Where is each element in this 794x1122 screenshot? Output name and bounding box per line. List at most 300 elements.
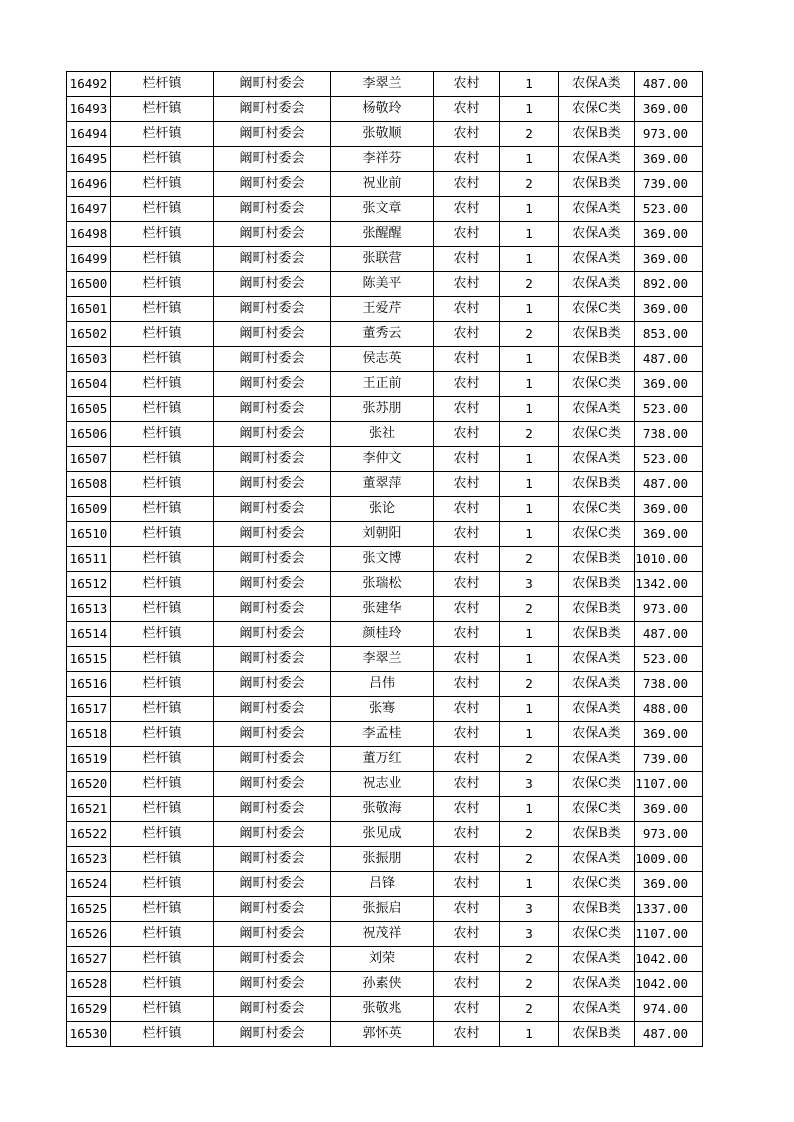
- insurance-category-cell: 农保B类: [559, 1022, 635, 1047]
- town-cell: 栏杆镇: [111, 222, 214, 247]
- row-id-cell: 16506: [67, 422, 111, 447]
- area-type-cell: 农村: [434, 647, 500, 672]
- town-cell: 栏杆镇: [111, 622, 214, 647]
- town-cell: 栏杆镇: [111, 797, 214, 822]
- town-cell: 栏杆镇: [111, 72, 214, 97]
- household-size-cell: 2: [500, 422, 559, 447]
- area-type-cell: 农村: [434, 347, 500, 372]
- table-row: [67, 572, 703, 597]
- town-cell: 栏杆镇: [111, 822, 214, 847]
- row-id-cell: 16509: [67, 497, 111, 522]
- table-row: [67, 422, 703, 447]
- insurance-category-cell: 农保A类: [559, 847, 635, 872]
- area-type-cell: 农村: [434, 547, 500, 572]
- table-row: [67, 672, 703, 697]
- insurance-category-cell: 农保A类: [559, 272, 635, 297]
- household-size-cell: 2: [500, 997, 559, 1022]
- village-committee-cell: 阚町村委会: [214, 797, 331, 822]
- table-row: [67, 497, 703, 522]
- name-cell: 张瑞松: [331, 572, 434, 597]
- row-id-cell: 16497: [67, 197, 111, 222]
- insurance-category-cell: 农保A类: [559, 647, 635, 672]
- town-cell: 栏杆镇: [111, 772, 214, 797]
- row-id-cell: 16503: [67, 347, 111, 372]
- area-type-cell: 农村: [434, 922, 500, 947]
- table-row: [67, 872, 703, 897]
- village-committee-cell: 阚町村委会: [214, 322, 331, 347]
- town-cell: 栏杆镇: [111, 472, 214, 497]
- table-row: [67, 372, 703, 397]
- household-size-cell: 2: [500, 947, 559, 972]
- household-size-cell: 2: [500, 672, 559, 697]
- row-id-cell: 16495: [67, 147, 111, 172]
- household-size-cell: 1: [500, 697, 559, 722]
- row-id-cell: 16492: [67, 72, 111, 97]
- household-size-cell: 2: [500, 547, 559, 572]
- name-cell: 张骞: [331, 697, 434, 722]
- village-committee-cell: 阚町村委会: [214, 147, 331, 172]
- name-cell: 祝茂祥: [331, 922, 434, 947]
- area-type-cell: 农村: [434, 772, 500, 797]
- name-cell: 吕锋: [331, 872, 434, 897]
- amount-cell: 1342.00: [635, 572, 703, 597]
- village-committee-cell: 阚町村委会: [214, 747, 331, 772]
- name-cell: 董翠萍: [331, 472, 434, 497]
- table-row: [67, 897, 703, 922]
- name-cell: 王爱芹: [331, 297, 434, 322]
- insurance-category-cell: 农保A类: [559, 722, 635, 747]
- row-id-cell: 16530: [67, 1022, 111, 1047]
- town-cell: 栏杆镇: [111, 422, 214, 447]
- insurance-category-cell: 农保A类: [559, 447, 635, 472]
- village-committee-cell: 阚町村委会: [214, 772, 331, 797]
- name-cell: 孙素侠: [331, 972, 434, 997]
- area-type-cell: 农村: [434, 247, 500, 272]
- name-cell: 刘荣: [331, 947, 434, 972]
- insurance-category-cell: 农保A类: [559, 222, 635, 247]
- insurance-category-cell: 农保C类: [559, 922, 635, 947]
- name-cell: 张苏朋: [331, 397, 434, 422]
- name-cell: 王正前: [331, 372, 434, 397]
- table-row: [67, 622, 703, 647]
- town-cell: 栏杆镇: [111, 397, 214, 422]
- amount-cell: 487.00: [635, 622, 703, 647]
- area-type-cell: 农村: [434, 447, 500, 472]
- village-committee-cell: 阚町村委会: [214, 197, 331, 222]
- town-cell: 栏杆镇: [111, 647, 214, 672]
- household-size-cell: 1: [500, 372, 559, 397]
- name-cell: 张振启: [331, 897, 434, 922]
- household-size-cell: 1: [500, 447, 559, 472]
- insurance-category-cell: 农保C类: [559, 297, 635, 322]
- household-size-cell: 2: [500, 122, 559, 147]
- amount-cell: 853.00: [635, 322, 703, 347]
- name-cell: 李祥芬: [331, 147, 434, 172]
- amount-cell: 973.00: [635, 822, 703, 847]
- amount-cell: 369.00: [635, 872, 703, 897]
- name-cell: 张社: [331, 422, 434, 447]
- table-row: [67, 722, 703, 747]
- amount-cell: 523.00: [635, 447, 703, 472]
- table-row: [67, 172, 703, 197]
- area-type-cell: 农村: [434, 622, 500, 647]
- town-cell: 栏杆镇: [111, 97, 214, 122]
- area-type-cell: 农村: [434, 597, 500, 622]
- village-committee-cell: 阚町村委会: [214, 997, 331, 1022]
- insurance-category-cell: 农保C类: [559, 772, 635, 797]
- area-type-cell: 农村: [434, 1022, 500, 1047]
- insurance-category-cell: 农保B类: [559, 472, 635, 497]
- household-size-cell: 1: [500, 497, 559, 522]
- area-type-cell: 农村: [434, 672, 500, 697]
- name-cell: 郭怀英: [331, 1022, 434, 1047]
- village-committee-cell: 阚町村委会: [214, 222, 331, 247]
- row-id-cell: 16523: [67, 847, 111, 872]
- village-committee-cell: 阚町村委会: [214, 272, 331, 297]
- village-committee-cell: 阚町村委会: [214, 97, 331, 122]
- household-size-cell: 1: [500, 522, 559, 547]
- row-id-cell: 16498: [67, 222, 111, 247]
- row-id-cell: 16519: [67, 747, 111, 772]
- insurance-category-cell: 农保A类: [559, 397, 635, 422]
- table-row: [67, 647, 703, 672]
- insurance-category-cell: 农保A类: [559, 672, 635, 697]
- area-type-cell: 农村: [434, 822, 500, 847]
- insurance-category-cell: 农保A类: [559, 247, 635, 272]
- table-row: [67, 297, 703, 322]
- insurance-category-cell: 农保B类: [559, 622, 635, 647]
- town-cell: 栏杆镇: [111, 122, 214, 147]
- insurance-category-cell: 农保A类: [559, 997, 635, 1022]
- household-size-cell: 1: [500, 622, 559, 647]
- row-id-cell: 16502: [67, 322, 111, 347]
- table-row: [67, 322, 703, 347]
- amount-cell: 1010.00: [635, 547, 703, 572]
- amount-cell: 369.00: [635, 522, 703, 547]
- village-committee-cell: 阚町村委会: [214, 397, 331, 422]
- row-id-cell: 16508: [67, 472, 111, 497]
- insurance-category-cell: 农保A类: [559, 147, 635, 172]
- amount-cell: 369.00: [635, 222, 703, 247]
- town-cell: 栏杆镇: [111, 597, 214, 622]
- village-committee-cell: 阚町村委会: [214, 447, 331, 472]
- row-id-cell: 16528: [67, 972, 111, 997]
- household-size-cell: 1: [500, 397, 559, 422]
- amount-cell: 739.00: [635, 172, 703, 197]
- table-row: [67, 347, 703, 372]
- name-cell: 杨敬玲: [331, 97, 434, 122]
- name-cell: 董秀云: [331, 322, 434, 347]
- table-row: [67, 772, 703, 797]
- name-cell: 张建华: [331, 597, 434, 622]
- village-committee-cell: 阚町村委会: [214, 572, 331, 597]
- name-cell: 李翠兰: [331, 647, 434, 672]
- amount-cell: 369.00: [635, 797, 703, 822]
- name-cell: 颜桂玲: [331, 622, 434, 647]
- document-sheet: [66, 71, 703, 1047]
- household-size-cell: 2: [500, 847, 559, 872]
- amount-cell: 523.00: [635, 197, 703, 222]
- row-id-cell: 16501: [67, 297, 111, 322]
- amount-cell: 487.00: [635, 72, 703, 97]
- row-id-cell: 16522: [67, 822, 111, 847]
- row-id-cell: 16513: [67, 597, 111, 622]
- row-id-cell: 16512: [67, 572, 111, 597]
- amount-cell: 739.00: [635, 747, 703, 772]
- name-cell: 张文博: [331, 547, 434, 572]
- row-id-cell: 16496: [67, 172, 111, 197]
- village-committee-cell: 阚町村委会: [214, 897, 331, 922]
- area-type-cell: 农村: [434, 272, 500, 297]
- household-size-cell: 2: [500, 172, 559, 197]
- town-cell: 栏杆镇: [111, 247, 214, 272]
- insurance-category-cell: 农保B类: [559, 347, 635, 372]
- row-id-cell: 16493: [67, 97, 111, 122]
- row-id-cell: 16529: [67, 997, 111, 1022]
- area-type-cell: 农村: [434, 947, 500, 972]
- amount-cell: 369.00: [635, 247, 703, 272]
- amount-cell: 1042.00: [635, 972, 703, 997]
- village-committee-cell: 阚町村委会: [214, 172, 331, 197]
- name-cell: 张见成: [331, 822, 434, 847]
- village-committee-cell: 阚町村委会: [214, 922, 331, 947]
- table-row: [67, 447, 703, 472]
- village-committee-cell: 阚町村委会: [214, 847, 331, 872]
- name-cell: 祝业前: [331, 172, 434, 197]
- area-type-cell: 农村: [434, 372, 500, 397]
- town-cell: 栏杆镇: [111, 447, 214, 472]
- name-cell: 祝志业: [331, 772, 434, 797]
- village-committee-cell: 阚町村委会: [214, 1022, 331, 1047]
- village-committee-cell: 阚町村委会: [214, 547, 331, 572]
- village-committee-cell: 阚町村委会: [214, 297, 331, 322]
- name-cell: 张论: [331, 497, 434, 522]
- area-type-cell: 农村: [434, 997, 500, 1022]
- name-cell: 侯志英: [331, 347, 434, 372]
- village-committee-cell: 阚町村委会: [214, 497, 331, 522]
- row-id-cell: 16515: [67, 647, 111, 672]
- household-size-cell: 3: [500, 922, 559, 947]
- village-committee-cell: 阚町村委会: [214, 372, 331, 397]
- table-row: [67, 922, 703, 947]
- amount-cell: 487.00: [635, 347, 703, 372]
- table-row: [67, 122, 703, 147]
- town-cell: 栏杆镇: [111, 872, 214, 897]
- amount-cell: 1107.00: [635, 772, 703, 797]
- table-row: [67, 947, 703, 972]
- town-cell: 栏杆镇: [111, 497, 214, 522]
- table-row: [67, 522, 703, 547]
- town-cell: 栏杆镇: [111, 747, 214, 772]
- household-size-cell: 1: [500, 797, 559, 822]
- town-cell: 栏杆镇: [111, 322, 214, 347]
- insurance-category-cell: 农保B类: [559, 122, 635, 147]
- insurance-category-cell: 农保C类: [559, 97, 635, 122]
- household-size-cell: 1: [500, 872, 559, 897]
- household-size-cell: 1: [500, 247, 559, 272]
- town-cell: 栏杆镇: [111, 847, 214, 872]
- amount-cell: 487.00: [635, 1022, 703, 1047]
- household-size-cell: 1: [500, 1022, 559, 1047]
- row-id-cell: 16504: [67, 372, 111, 397]
- village-committee-cell: 阚町村委会: [214, 622, 331, 647]
- town-cell: 栏杆镇: [111, 897, 214, 922]
- table-row: [67, 247, 703, 272]
- row-id-cell: 16516: [67, 672, 111, 697]
- table-row: [67, 72, 703, 97]
- area-type-cell: 农村: [434, 322, 500, 347]
- area-type-cell: 农村: [434, 97, 500, 122]
- household-size-cell: 2: [500, 747, 559, 772]
- amount-cell: 738.00: [635, 672, 703, 697]
- area-type-cell: 农村: [434, 197, 500, 222]
- name-cell: 李仲文: [331, 447, 434, 472]
- insurance-category-cell: 农保C类: [559, 872, 635, 897]
- insurance-category-cell: 农保C类: [559, 797, 635, 822]
- insurance-category-cell: 农保B类: [559, 597, 635, 622]
- town-cell: 栏杆镇: [111, 997, 214, 1022]
- town-cell: 栏杆镇: [111, 922, 214, 947]
- amount-cell: 974.00: [635, 997, 703, 1022]
- table-row: [67, 597, 703, 622]
- area-type-cell: 农村: [434, 72, 500, 97]
- town-cell: 栏杆镇: [111, 972, 214, 997]
- table-row: [67, 222, 703, 247]
- town-cell: 栏杆镇: [111, 172, 214, 197]
- name-cell: 张振朋: [331, 847, 434, 872]
- row-id-cell: 16510: [67, 522, 111, 547]
- row-id-cell: 16527: [67, 947, 111, 972]
- table-row: [67, 472, 703, 497]
- area-type-cell: 农村: [434, 747, 500, 772]
- household-size-cell: 2: [500, 322, 559, 347]
- row-id-cell: 16499: [67, 247, 111, 272]
- village-committee-cell: 阚町村委会: [214, 697, 331, 722]
- area-type-cell: 农村: [434, 472, 500, 497]
- insurance-category-cell: 农保B类: [559, 572, 635, 597]
- row-id-cell: 16514: [67, 622, 111, 647]
- row-id-cell: 16511: [67, 547, 111, 572]
- row-id-cell: 16494: [67, 122, 111, 147]
- village-committee-cell: 阚町村委会: [214, 822, 331, 847]
- village-committee-cell: 阚町村委会: [214, 672, 331, 697]
- area-type-cell: 农村: [434, 297, 500, 322]
- name-cell: 李翠兰: [331, 72, 434, 97]
- village-committee-cell: 阚町村委会: [214, 722, 331, 747]
- amount-cell: 369.00: [635, 497, 703, 522]
- household-size-cell: 1: [500, 472, 559, 497]
- household-size-cell: 1: [500, 347, 559, 372]
- table-row: [67, 847, 703, 872]
- table-row: [67, 972, 703, 997]
- area-type-cell: 农村: [434, 722, 500, 747]
- name-cell: 张敬海: [331, 797, 434, 822]
- row-id-cell: 16521: [67, 797, 111, 822]
- household-size-cell: 3: [500, 772, 559, 797]
- area-type-cell: 农村: [434, 422, 500, 447]
- row-id-cell: 16505: [67, 397, 111, 422]
- town-cell: 栏杆镇: [111, 947, 214, 972]
- insurance-category-cell: 农保A类: [559, 972, 635, 997]
- household-size-cell: 1: [500, 722, 559, 747]
- amount-cell: 369.00: [635, 97, 703, 122]
- table-row: [67, 997, 703, 1022]
- village-committee-cell: 阚町村委会: [214, 247, 331, 272]
- town-cell: 栏杆镇: [111, 297, 214, 322]
- amount-cell: 1337.00: [635, 897, 703, 922]
- area-type-cell: 农村: [434, 172, 500, 197]
- insurance-category-cell: 农保B类: [559, 322, 635, 347]
- table-row: [67, 1022, 703, 1047]
- insurance-category-cell: 农保B类: [559, 822, 635, 847]
- amount-cell: 369.00: [635, 147, 703, 172]
- village-committee-cell: 阚町村委会: [214, 522, 331, 547]
- household-size-cell: 1: [500, 647, 559, 672]
- table-row: [67, 272, 703, 297]
- town-cell: 栏杆镇: [111, 722, 214, 747]
- town-cell: 栏杆镇: [111, 197, 214, 222]
- town-cell: 栏杆镇: [111, 672, 214, 697]
- insurance-category-cell: 农保B类: [559, 547, 635, 572]
- village-committee-cell: 阚町村委会: [214, 347, 331, 372]
- area-type-cell: 农村: [434, 797, 500, 822]
- town-cell: 栏杆镇: [111, 147, 214, 172]
- household-size-cell: 1: [500, 147, 559, 172]
- row-id-cell: 16507: [67, 447, 111, 472]
- row-id-cell: 16526: [67, 922, 111, 947]
- village-committee-cell: 阚町村委会: [214, 647, 331, 672]
- insurance-category-cell: 农保B类: [559, 172, 635, 197]
- name-cell: 张敬兆: [331, 997, 434, 1022]
- insurance-category-cell: 农保A类: [559, 747, 635, 772]
- insurance-category-cell: 农保A类: [559, 697, 635, 722]
- amount-cell: 369.00: [635, 372, 703, 397]
- amount-cell: 523.00: [635, 647, 703, 672]
- row-id-cell: 16500: [67, 272, 111, 297]
- household-size-cell: 3: [500, 572, 559, 597]
- area-type-cell: 农村: [434, 222, 500, 247]
- row-id-cell: 16520: [67, 772, 111, 797]
- area-type-cell: 农村: [434, 897, 500, 922]
- household-size-cell: 1: [500, 297, 559, 322]
- name-cell: 张联营: [331, 247, 434, 272]
- table-row: [67, 97, 703, 122]
- town-cell: 栏杆镇: [111, 1022, 214, 1047]
- household-size-cell: 3: [500, 897, 559, 922]
- area-type-cell: 农村: [434, 122, 500, 147]
- area-type-cell: 农村: [434, 972, 500, 997]
- table-row: [67, 747, 703, 772]
- amount-cell: 892.00: [635, 272, 703, 297]
- household-size-cell: 2: [500, 272, 559, 297]
- insurance-category-cell: 农保A类: [559, 72, 635, 97]
- village-committee-cell: 阚町村委会: [214, 422, 331, 447]
- area-type-cell: 农村: [434, 872, 500, 897]
- table-row: [67, 197, 703, 222]
- insurance-category-cell: 农保C类: [559, 372, 635, 397]
- relief-roster-table: [66, 71, 703, 1047]
- village-committee-cell: 阚町村委会: [214, 872, 331, 897]
- amount-cell: 738.00: [635, 422, 703, 447]
- household-size-cell: 2: [500, 822, 559, 847]
- village-committee-cell: 阚町村委会: [214, 597, 331, 622]
- insurance-category-cell: 农保A类: [559, 197, 635, 222]
- town-cell: 栏杆镇: [111, 697, 214, 722]
- household-size-cell: 1: [500, 197, 559, 222]
- area-type-cell: 农村: [434, 697, 500, 722]
- insurance-category-cell: 农保C类: [559, 422, 635, 447]
- area-type-cell: 农村: [434, 497, 500, 522]
